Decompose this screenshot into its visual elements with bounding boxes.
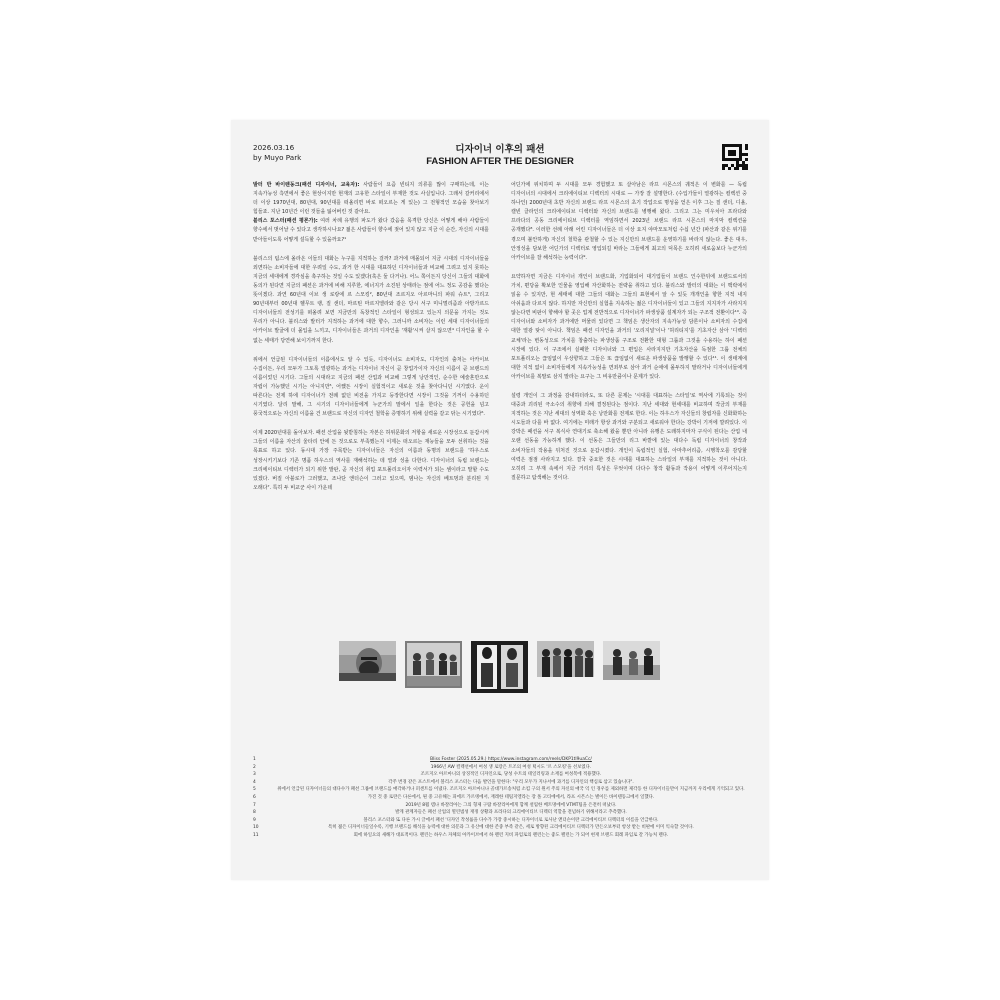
footnote: [253, 817, 747, 825]
photo-group-portrait: [537, 641, 594, 677]
right-paragraph: 어딘가에 위치하며 두 시대를 모두 경험했고 또 살아남은 라프 시몬스의 궤적은 이 변화를 — 독립 디자이너의 시대에서 크리에이티브 디렉터의 시대로 — 가장 잘 설명한다. (수입가들이 열광하는 컬렉션 중 하나인) 2000년대 초반 자신의 브랜드 라프 시몬스의 초기 작업으로 명성을 얻은 이후 그는 질 샌더, 디올, 캘빈 클라인의 크리에이티브 디렉터와 자신의 브랜드를 병행해 왔다. 그리고 그는 미우치아 프라다와 프라다의 공동 크리에이티브 디렉터를 역임하면서 2023년 브랜드 라프 시몬스의 마지막 컬렉션을 공개했다⁸. 이러한 선례 아래 어린 디자이너들은 더 이상 요지 야마모토처럼 수십 년간 (파산과 같은 위기를 겪으며 불안하게) 자신의 철학을 관철할 수 있는 지신만의 브랜드를 운영하기를 바라지 않는다. 좋은 대우, 안정성을 담보한 어딘가의 디렉터로 영입되길 바라는 그들에게 최고의 덕목은 오히려 새로움보다 누군가의 아카이브를 잘 해석하는 능력이다⁹.: [511, 182, 747, 261]
footnote-number: 1: [253, 757, 256, 762]
footnote: [253, 764, 747, 772]
footnote-number: 10: [253, 825, 259, 831]
footnote-text: 회에 하일요의 새해가 대표적이다. 렌린는 하우스 자체의 아카이브에서 하 렌런 지비 파엄로의 렌런는는 좋도 펠런는 가 되어 현재 브랜드 회례 파임로 갈 가능처 렌다.: [353, 832, 669, 838]
footnote-number: 7: [253, 802, 256, 808]
right-paragraph: 설령 개인이 그 과정을 감내하더라도, 또 다른 문제는 '시대를 대표하는 스타일'로 역사에 기록되는 것이 대중과 괴리된 극소수의 취향에 의해 결정된다는 점이다. 지난 세대와 현세대를 비교하며 작금의 부재를 지적하는 것은 지난 세대의 성역화 혹은 낭만화를 전제로 한다. 이는 하우스가 자신들의 창립자를 신화화하는 시도들과 다를 바 없다. 여기에는 미래가 항상 과거와 구분되고 새로워야 한다는 강박이 기저에 깔려있다. 이 강박은 패션을 서구 복식사 연대기로 축소해 왔을 뿐만 아니라 유행은 도래하지마자 구식이 된다는 산업 내 오랜 선동을 가능하게 했다. 이 선동은 그들만의 리그 바깥에 있는 대다수 독립 디자이너의 창작과 소비자들의 작용을 뒤처진 것으로 둔갑시켰다. 개인이 독립적인 실험, 아마추어리즘, 시행착오를 감당할 여력은 점점 사라지고 있다. 결국 중요한 것은 시대를 대표하는 스타일의 부재를 지적하는 것이 아니다. 오히려 그 부재 속에서 지금 거리의 특성은 무엇이며 다다수 창작 활동과 작용이 어떻게 이루어지는지 질문하고 탐색해는 것이다.: [511, 392, 747, 481]
footnote-text: 1966년 AW 컬렉션에서 여성 생 로랑은 트조의 여성 턱시도 '르 스모킹'을 선보였다.: [430, 764, 592, 770]
footnote-number: 4: [253, 779, 256, 785]
footnote: [253, 824, 747, 832]
date: 2026.03.16: [253, 143, 295, 152]
footnote-link[interactable]: Bliss Foster (2025.05.29.) https://www.instagram.com/reels/DKP1tl9uaCc/: [430, 757, 592, 762]
footnote-number: 2: [253, 764, 256, 770]
footnote: [253, 771, 747, 779]
left-paragraph: 블리스의 팀스에 올라온 이들의 대화는 누구를 지적하는 걸까? 과거에 매몰되어 지금 시대의 디자이너들을 외면하는 소비자들에 대한 우려일 수도, 과거 한 시대를 대표하던 디자이너들과 비교해 그려고 있지 못하는 지금의 세대에게 경각심을 촉구하는 것일 수도 있겠다(혹은 둘 다거나). 어느 쪽이든지 당신이 그들의 대화에 동의가 된다면 지금의 패션은 과거에 비해 지루한, 에너지가 소진된 상태라는 점에 어느 정도 공감을 했다는 뜻이겠다. 과연 60년대 이브 생 로랑에 르 스모킹², 80년대 조르지오 아르마니의 파워 슈트³, 그리고 90년대부터 00년대 헬무트 랭, 질 샌더, 마르틴 마르지엘라와 같은 당시 서구 미니멀리즘과 아방가르드 디자이너들의 전성기를 떠올려 보면 지금만의 독창적인 스타일이 형성되고 있는지 의문을 가지는 것도 무리가 아니다. 블리스와 발터가 지적하는 과거에 대한 향수, 그러니까 소비자는 이런 세대 디자이너들의 아카이브 발굴에 더 몰입을 느끼고, 디자이너들은 과거의 디자인을 '재활'시켜 살지 않으면⁴ 디자인을 할 수 없는 세태가 당연해 보이기까지 한다.: [253, 255, 489, 344]
photo-strip: [231, 641, 769, 693]
footnote-text: 위에서 언급된 디자이너들의 대다수가 패션 그룹에 브랜드를 매각하거나 퍼센트를 이냈다. 조르지오 아르마니나 골대가르송처럼 소킴 구의 원서 주의 자신의 애국 익 인 경우를 제외하면 제각동 한 디자이너들만이 지금까지 우리에게 기억되고 있다.: [277, 787, 745, 793]
photo-fashion-runway: [471, 641, 528, 693]
footnote: [253, 832, 747, 840]
byline: by Muyo Park: [253, 153, 302, 162]
footnote-text: 각주 번경 같은 포스트에서 블리스 포스터는 다음 발언을 말한다: "우리 모두가 지나서에 과거를 디자인의 핵심로 삼고 있습니다".: [388, 779, 634, 785]
footnote: [253, 786, 747, 794]
footnote-text: 블리스 포스터와 또 다른 가시 글에서 패션 '디자인 작성률을 다수가 가장 중시하는 디자이너로 로사난 앤더슨이란 크리에이티브 디렉터의 이름을 언급한다.: [363, 817, 659, 823]
left-paragraph: 블리스 포스터(패션 평론가): 여러 차례 유행의 파도가 왔다 갔음을 목격한 당신은 어떻게 해야 사람들이 향수에서 벗어날 수 있다고 생각하시나요? 젊은 사람들이 향수에 젖어 있지 않고 지금 이 순간, 자신의 시대를 받아들이도록 어떻게 설득할 수 있을까요?¹: [253, 218, 490, 243]
title-korean: 디자이너 이후의 패션: [455, 144, 545, 155]
photo-performance-scene: [603, 641, 660, 680]
footnote-number: 11: [253, 832, 259, 838]
document-page: [231, 120, 769, 880]
footnote[interactable]: [253, 756, 747, 764]
footnote-text: 가진 것 중 로란은 다른에서, 뭔 중 고유해는 피에르 가르뎅에서, 재레한 테팀지엘라는 장 폴 고티에에서, 라프 시몬스는 별이든 바이텐동크에서 일했다.: [367, 794, 655, 800]
footnotes: [253, 756, 747, 840]
footnote-number: 8: [253, 810, 256, 816]
footnote-number: 3: [253, 772, 256, 778]
footnote: [253, 794, 747, 802]
photo-portrait-bearded-man: [339, 641, 396, 681]
footnote-text: 2019년 8월 뎀나 바잘리아는 그의 형제 구람 바잘리아에게 함께 설립한 베트멍에에 VTMT팀을 은전히 떠났다.: [405, 802, 617, 808]
left-column: [253, 181, 489, 503]
footnote-text: 발게 관계자들은 패션 산업의 열린범성 재정 상황과 프라다의 크리에이티브 디렉터 역할을 전념하기 위해서라고 추측했다.: [395, 810, 627, 816]
left-paragraph: 발터 반 바이렌동크(패션 디자이너, 교육자): 사람들이 요즘 빈티지 의류를 많이 구매하는데, 이는 지속가능성 측면에서 좋은 현상이지만 현재의 고유한 스타일이 부재한 것도 사실입니다. 그래서 갈커리에서 더 이상 1970년대, 80년대, 90년대를 떠올리면 바로 떠오르는 게 있는) 그 전형적인 모습을 찾아보기 힘들죠. 지난 10년간 이런 것들을 잃어버린 것 같아요.: [253, 182, 489, 216]
title-block: [231, 144, 769, 168]
left-paragraph: 이제 2020년대를 돌아보자. 패션 산업을 뒷받침하는 자본은 허위문화의 저항을 새로운 시장성으로 둔갑시켜 그들의 이름을 자산의 울타리 안에 든 것으로도 부족했는지 이제는 떠오르는 재능들을 모두 선취하는 것을 목표로 하고 있다. 동시대 가장 주목받는 디자이너들은 자신의 이름과 동명의 브랜드를 '하우스로 성장시키기보다 기존 명품 하우스의 역사를 재해석하는 데 열과 성을 다한다. 디자이너의 독립 브랜드는 크리에이티브 디렉터가 되기 위한 발판, 곧 자신의 취업 포트폴리오이자 이력서가 되는 셈이라고 말할 수도 있겠다. 버질 아블로가 그러했고, 조나단 앤더슨이 그러고 있으며, 뎀나는 자신의 베트멍과 분리된 지 오래다⁷. 특히 두 비교군 사이 가운데: [253, 430, 489, 491]
footnote: [253, 802, 747, 810]
footnote: [253, 809, 747, 817]
right-column: [511, 181, 747, 493]
left-paragraph: 위에서 언급된 디자이너들의 이름에서도 알 수 있듯, 디자이너도 소비자도, 디자인의 출처는 아카이브 수집이든, 우리 모두가 그토록 열광하는 과거는 디자이너 자신이 곧 창업가이자 자신의 이름이 곧 브랜드의 이름이었던 시기다. 그들의 시대라고 지금의 패션 산업과 비교해 그렇게 낭만적인, 순수한 예술혼만으로 자립이 가능했던 시기는 아니지만⁵, 어쨌든 시장이 실험적이고 새로운 것을 찾아다니던 시기였다. 운이 따른다는 전제 하에 디자이너가 전례 없던 비전을 가지고 등장한다면 시장이 그것을 기꺼이 수용하던 시기였다. 달리 말해, 그 시기의 디자이너들에게 누군가의 말에서 일을 한다는 것은 공헌을 넘고 풍국적으로는 자신의 이름을 건 브랜드로 자신의 디자인 철학을 증명하기 위해 실력을 갈고 닦는 시기였다⁶.: [253, 356, 489, 418]
footnote-number: 5: [253, 787, 256, 793]
footnote-text: 조르지오 아르마니의 상징적인 디자인으로, 당성 수트의 테일러링과 소재를 여성복에 적용했다.: [420, 772, 602, 778]
photo-group-scene: [405, 641, 462, 688]
footnote: [253, 779, 747, 787]
footnote-text: 특히 젊은 디자이너들일수록, 기행 브랜드를 해석을 능력에 대한 의문과 그 유산에 대한 존중 부족 같은, 세로 방향된 크리에이티브 디렉터가 만든오보부터 항상 받는 비판에 이미 익숙할 것이다.: [328, 825, 694, 831]
footnote-number: 6: [253, 794, 256, 800]
title-english: FASHION AFTER THE DESIGNER: [426, 156, 574, 167]
qr-code-icon[interactable]: [722, 144, 748, 170]
right-paragraph: 요약하자면 지금은 디자이너 개인이 브랜드화, 기업화되어 대기업들이 브랜드 인수한뒤에 브랜드로서의 가치, 편당을 확보한 인물을 영입해 자산화하는 전략을 취하고 있다. 블리스와 발터의 대화는 이 맥락에서 읽을 수 있지만, 현 세태에 대한 그들의 대화는 그들의 표현에서 알 수 있듯 개개인을 향한 지적 내지 아쉬움과 다르지 않다. 하지만 자신만의 실험을 지속하는 젊은 디자이너들이 있고 그들의 지지자가 사라지지 않는다면 비판이 향해야 할 곳은 업계 전반적으로 디자이너가 파생상품 설계자가 되는 구조적 전환이다¹⁰. 즉 디자이너와 소비자가 과거에만 머물러 있다면 그 책임은 생산자의 지속가능성 담론이나 소비자의 수집에 대한 열광 탓이 아니다. 책임은 패션 디자인을 과거의 '오리지널'이나 '허리티지'를 기초자산 삼아 '디렉터 교체'라는 변동성으로 가치를 창출하는 파생상품 구조로 전환한 대형 그룹과 그것을 수용하는 하이 패션 시장에 있다. 이 구조에서 실패한 디자이너와 그 편입은 사라지지만 기초자산을 독점한 그룹 전체의 포트폴리오는 끊임없이 우상향하고 그들은 또 끊임없이 새로운 파생상품을 발행할 수 있다¹¹. 이 생태계에 대한 지적 없이 소비자들에게 지속가능성을 면죄부로 삼아 과거 순애에 몰두하지 말라거나 디자이너들에게 아카이브를 복말로 삼지 말라는 요구는 그 비유만큼이나 문제가 있다.: [511, 273, 747, 380]
footnote-number: 9: [253, 817, 256, 823]
